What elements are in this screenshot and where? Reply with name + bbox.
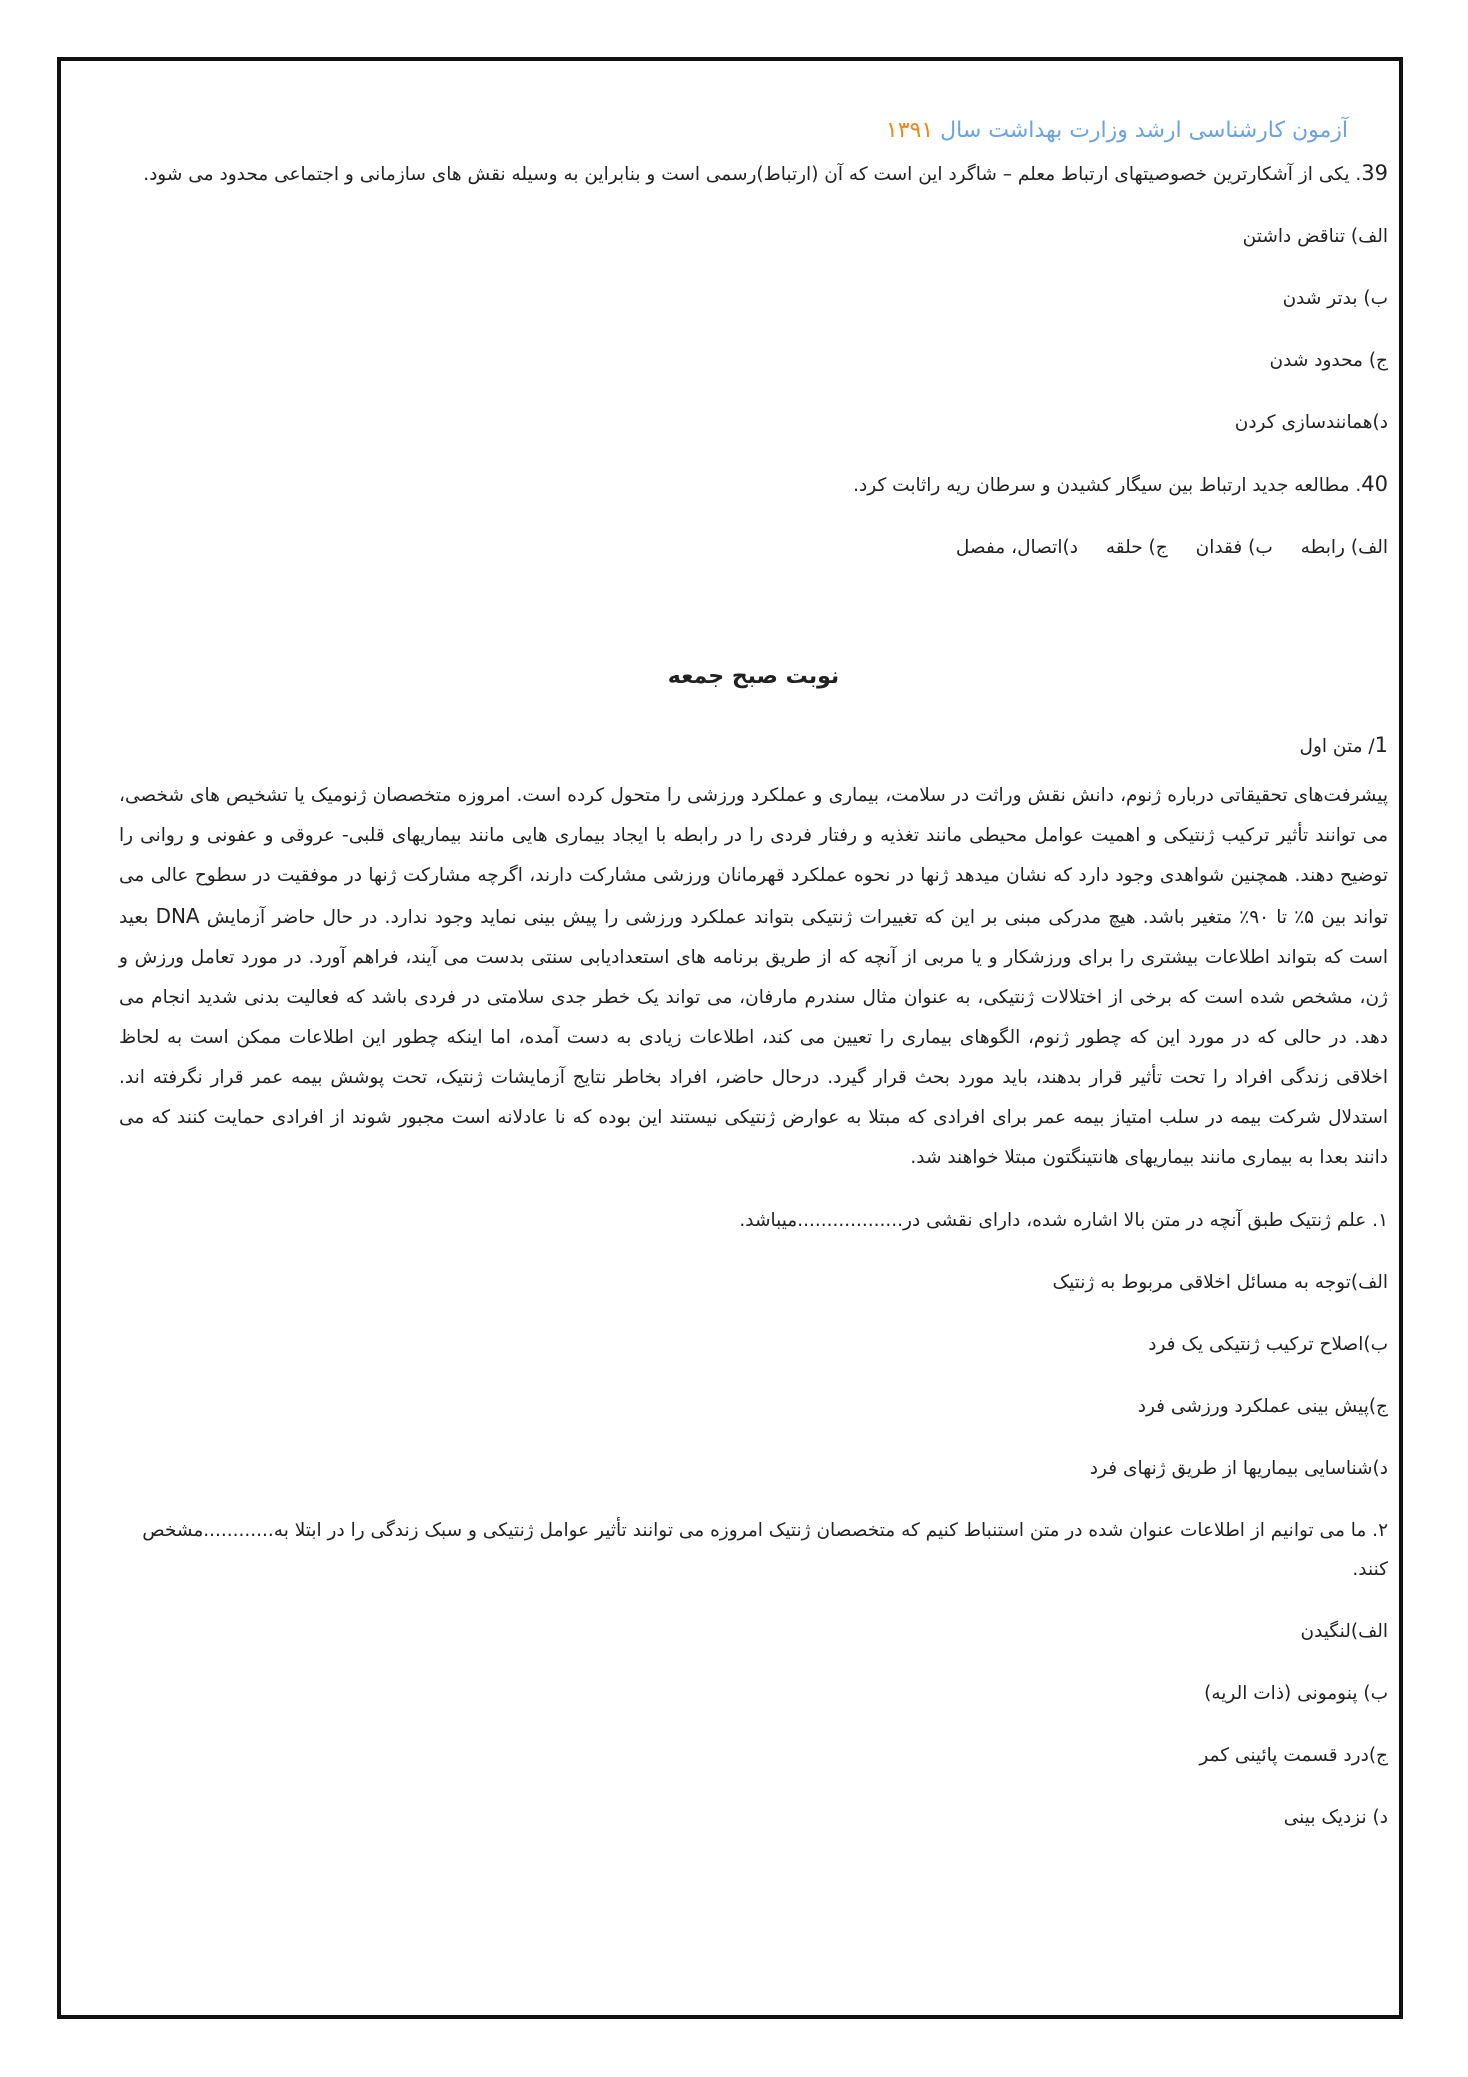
passage-question-1-option-a: الف)توجه به مسائل اخلاقی مربوط به ژنتیک <box>1052 1272 1388 1293</box>
passage-question-1-option-d: د)شناسایی بیماریها از طریق ژنهای فرد <box>1089 1458 1388 1479</box>
passage-title <box>119 726 1388 766</box>
question-39-option-c: ج) محدود شدن <box>1269 350 1388 371</box>
question-39-number: 39 <box>1361 161 1388 185</box>
question-39 <box>119 154 1388 194</box>
passage-number: 1 <box>1374 733 1388 757</box>
passage-question-2: ۲. ما می توانیم از اطلاعات عنوان شده در متن استنباط کنیم که متخصصان ژنتیک امروزه می توانند تأثیر عوامل ژنتیکی و سبک زندگی را در ابتلا به............مشخص کنند. <box>142 1520 1388 1580</box>
question-40-number: 40 <box>1361 472 1388 496</box>
passage-question-2-option-a: الف)لنگیدن <box>1300 1621 1388 1642</box>
passage-text <box>119 776 1388 1178</box>
section-title: نوبت صبح جمعه <box>667 664 840 689</box>
exam-year: ۱۳۹۱ <box>885 118 934 143</box>
question-40-option-d: د)اتصال، مفصل <box>955 537 1078 558</box>
passage-label: / متن اول <box>1299 736 1375 757</box>
question-40-option-b: ب) فقدان <box>1195 537 1273 558</box>
question-40-option-a: الف) رابطه <box>1300 537 1388 558</box>
passage-dna: DNA <box>155 904 200 928</box>
passage-question-1: ۱. علم ژنتیک طبق آنچه در متن بالا اشاره شده، دارای نقشی در..................میباشد. <box>739 1210 1388 1231</box>
passage-question-1-option-c: ج)پیش بینی عملکرد ورزشی فرد <box>1137 1396 1388 1417</box>
question-39-option-b: ب) بدتر شدن <box>1282 288 1388 309</box>
question-39-option-a: الف) تناقض داشتن <box>1242 226 1388 247</box>
passage-part-2: بعید است که بتواند اطلاعات بیشتری را برای ورزشکار و یا مربی از آنچه که از طریق برنامه های استعدادیابی سنتی بدست می آیند، فراهم آورد. در مورد تعامل ورزش و ژن، مشخص شده است که برخی از اختلالات ژنتیکی، به عنوان مثال سندرم مارفان، می تواند یک خطر جدی سلامتی در فردی باشد که فعالیت بدنی شدید انجام می دهد. در حالی که در مورد این که چطور ژنوم، الگوهای بیماری را تعیین می کند، اطلاعات زیادی به دست آمده، اما اینکه چطور این اطلاعات ممکن است به لحاظ اخلاقی زندگی افراد را تحت تأثیر قرار بدهند، باید مورد بحث قرار گیرد. درحال حاضر، افراد بخاطر نتایج آزمایشات ژنتیک، تحت پوشش بیمه عمر قرار نگرفته اند. استدلال شرکت بیمه در سلب امتیاز بیمه عمر برای افرادی که مبتلا به عوارض ژنتیکی نیستند این بوده که نا عادلانه است مجبور شوند از افرادی حمایت کنند که می دانند بعدا به بیماری مانند بیماریهای هانتینگتون مبتلا خواهند شد. <box>119 907 1388 1168</box>
passage-question-2-option-d: د) نزدیک بینی <box>1283 1807 1388 1828</box>
passage-question-2-option-c: ج)درد قسمت پائینی کمر <box>1199 1745 1388 1766</box>
passage-part-1: پیشرفت‌های تحقیقاتی درباره ژنوم، دانش نقش وراثت در سلامت، بیماری و عملکرد ورزشی را متحول کرده است. امروزه متخصصان ژنومیک یا تشخیص های شخصی، می توانند تأثیر ترکیب ژنتیکی و اهمیت عوامل محیطی مانند تغذیه و رفتار فردی را در رابطه با ایجاد بیماری هایی مانند بیماریهای قلبی- عروقی و عفونی و روانی را توضیح دهند. همچنین شواهدی وجود دارد که نشان میدهد ژنها در نحوه عملکرد قهرمانان ورزشی مشارکت دارند، اگرچه مشارکت ژنها در موفقیت در سطوح عالی می تواند بین ۵٪ تا ۹۰٪ متغیر باشد. هیچ مدرکی مبنی بر این که تغییرات ژنتیکی بتواند عملکرد ورزشی را پیش بینی نماید وجود ندارد. در حال حاضر آزمایش <box>119 785 1388 928</box>
question-39-text: . یکی از آشکارترین خصوصیتهای ارتباط معلم – شاگرد این است که آن (ارتباط)رسمی است و بنابراین به وسیله نقش های سازمانی و اجتماعی محدود می شود. <box>143 164 1362 185</box>
document-body <box>119 108 1388 1837</box>
question-40-options <box>119 528 1388 567</box>
question-40-text: . مطالعه جدید ارتباط بین سیگار کشیدن و سرطان ریه راثابت کرد. <box>853 475 1362 496</box>
question-40-option-c: ج) حلقه <box>1105 537 1168 558</box>
question-40 <box>119 465 1388 505</box>
question-39-option-d: د)همانندسازی کردن <box>1234 412 1388 433</box>
exam-title: آزمون کارشناسی ارشد وزارت بهداشت سال <box>940 118 1348 143</box>
passage-question-2-option-b: ب) پنومونی (ذات الریه) <box>1204 1683 1388 1704</box>
exam-header <box>119 108 1388 154</box>
passage-question-1-option-b: ب)اصلاح ترکیب ژنتیکی یک فرد <box>1148 1334 1388 1355</box>
